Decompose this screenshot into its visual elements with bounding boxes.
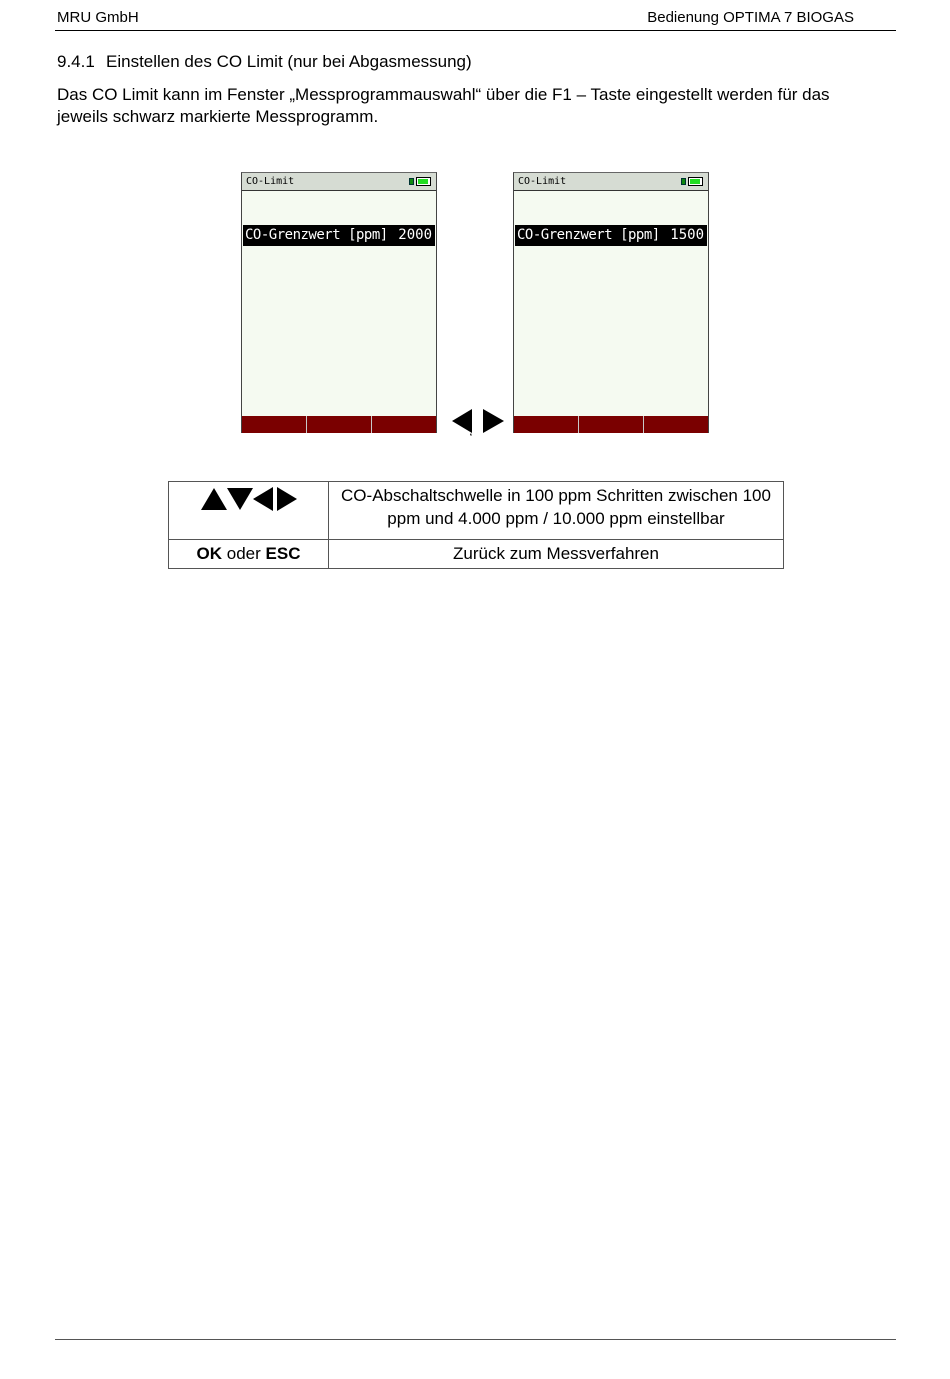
ok-key-label: OK	[196, 544, 223, 563]
device-screen-before	[241, 172, 437, 433]
description-cell: CO-Abschaltschwelle in 100 ppm Schritten zwischen 100 ppm und 4.000 ppm / 10.000 ppm einstellbar	[329, 482, 784, 540]
header-divider	[55, 30, 896, 31]
page-header-right: Bedienung OPTIMA 7 BIOGAS	[647, 9, 854, 26]
screen-title: CO-Limit	[246, 176, 295, 187]
battery-icon	[681, 177, 703, 185]
softkey-f2[interactable]	[579, 416, 644, 433]
softkey-f3[interactable]	[644, 416, 708, 433]
key-join-text: oder	[226, 544, 261, 563]
nav-separator: ,	[469, 423, 473, 436]
co-limit-row[interactable]	[243, 225, 435, 246]
battery-icon	[409, 177, 431, 185]
arrow-keys-icon	[199, 486, 299, 518]
nav-arrows	[450, 406, 510, 436]
device-screen-after	[513, 172, 709, 433]
screen-title: CO-Limit	[518, 176, 567, 187]
key-table	[168, 481, 784, 569]
table-row	[169, 482, 784, 540]
arrow-down-icon	[227, 488, 253, 510]
co-limit-label: CO-Grenzwert [ppm]	[245, 227, 388, 243]
softkey-bar	[242, 416, 436, 433]
esc-key-label: ESC	[265, 544, 301, 563]
co-limit-value: 1500	[670, 227, 704, 243]
softkey-f3[interactable]	[372, 416, 436, 433]
section-title: Einstellen des CO Limit (nur bei Abgasmessung)	[106, 52, 472, 71]
arrow-left-icon	[253, 487, 273, 511]
arrow-up-icon	[201, 488, 227, 510]
softkey-f1[interactable]	[514, 416, 579, 433]
key-cell-arrows	[169, 482, 329, 540]
co-limit-row[interactable]	[515, 225, 707, 246]
softkey-f2[interactable]	[307, 416, 372, 433]
description-cell: Zurück zum Messverfahren	[329, 540, 784, 569]
key-cell-ok-esc	[169, 540, 329, 569]
arrow-right-icon	[483, 409, 504, 433]
section-number: 9.4.1	[57, 52, 95, 71]
intro-paragraph: Das CO Limit kann im Fenster „Messprogrammauswahl“ über die F1 – Taste eingestellt werden für das jeweils schwarz markierte Messprogramm.	[57, 85, 830, 126]
screen-titlebar	[242, 173, 436, 191]
co-limit-value: 2000	[398, 227, 432, 243]
arrow-right-icon	[277, 487, 297, 511]
table-row	[169, 540, 784, 569]
softkey-bar	[514, 416, 708, 433]
section-heading	[57, 52, 472, 72]
co-limit-label: CO-Grenzwert [ppm]	[517, 227, 660, 243]
page-header-left: MRU GmbH	[57, 9, 139, 26]
softkey-f1[interactable]	[242, 416, 307, 433]
footer-divider	[55, 1339, 896, 1340]
screen-titlebar	[514, 173, 708, 191]
